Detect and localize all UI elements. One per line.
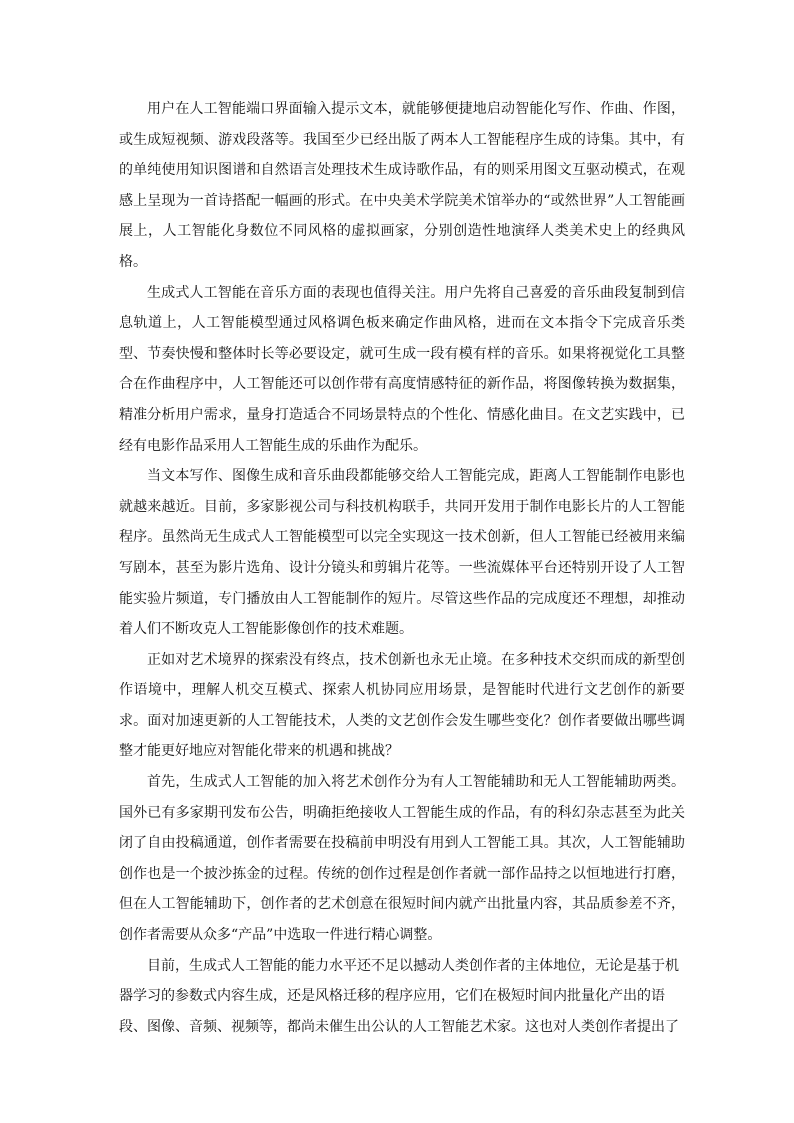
body-text <box>119 94 685 1042</box>
paragraph-human-creator-status: 目前，生成式人工智能的能力水平还不足以撼动人类创作者的主体地位，无论是基于机器学习的参数式内容生成，还是风格迁移的程序应用，它们在极短时间内批量化产出的语段、图像、音频、视频等，都尚未催生出公认的人工智能艺术家。这也对人类创作者提出了 <box>119 957 679 1035</box>
paragraph-creative-questions: 正如对艺术境界的探索没有终点，技术创新也永无止境。在多种技术交织而成的新型创作语境中，理解人机交互模式、探索人机协同应用场景，是智能时代进行文艺创作的新要求。面对加速更新的人工智能技术，人类的文艺创作会发生哪些变化？创作者要做出哪些调整才能更好地应对智能化带来的机遇和挑战？ <box>119 651 685 760</box>
paragraph-ai-writing-and-painting: 用户在人工智能端口界面输入提示文本，就能够便捷地启动智能化写作、作曲、作图，或生成短视频、游戏段落等。我国至少已经出版了两本人工智能程序生成的诗集。其中，有的单纯使用知识图谱和自然语言处理技术生成诗歌作品，有的则采用图文互驱动模式，在观感上呈现为一首诗搭配一幅画的形式。在中央美术学院美术馆举办的“或然世界”人工智能画展上，人工智能化身数位不同风格的虚拟画家，分别创造性地演绎人类美术史上的经典风格。 <box>119 101 685 270</box>
paragraph-ai-assisted-creation: 首先，生成式人工智能的加入将艺术创作分为有人工智能辅助和无人工智能辅助两类。国外已有多家期刊发布公告，明确拒绝接收人工智能生成的作品，有的科幻杂志甚至为此关闭了自由投稿通道，创作者需要在投稿前申明没有用到人工智能工具。其次，人工智能辅助创作也是一个披沙拣金的过程。传统的创作过程是创作者就一部作品持之以恒地进行打磨，但在人工智能辅助下，创作者的艺术创意在很短时间内就产出批量内容，其品质参差不齐，创作者需要从众多“产品”中选取一件进行精心调整。 <box>119 774 685 944</box>
paragraph-ai-film: 当文本写作、图像生成和音乐曲段都能够交给人工智能完成，距离人工智能制作电影也就越来越近。目前，多家影视公司与科技机构联手，共同开发用于制作电影长片的人工智能程序。虽然尚无生成式人工智能模型可以完全实现这一技术创新，但人工智能已经被用来编写剧本，甚至为影片选角、设计分镜头和剪辑片花等。一些流媒体平台还特别开设了人工智能实验片频道，专门播放由人工智能制作的短片。尽管这些作品的完成度还不理想，却推动着人们不断攻克人工智能影像创作的技术难题。 <box>119 468 685 638</box>
paragraph-ai-music: 生成式人工智能在音乐方面的表现也值得关注。用户先将自己喜爱的音乐曲段复制到信息轨道上，人工智能模型通过风格调色板来确定作曲风格，进而在文本指令下完成音乐类型、节奏快慢和整体时长等必要设定，就可生成一段有模有样的音乐。如果将视觉化工具整合在作曲程序中，人工智能还可以创作带有高度情感特征的新作品，将图像转换为数据集，精准分析用户需求，量身打造适合不同场景特点的个性化、情感化曲目。在文艺实践中，已经有电影作品采用人工智能生成的乐曲作为配乐。 <box>119 284 685 454</box>
